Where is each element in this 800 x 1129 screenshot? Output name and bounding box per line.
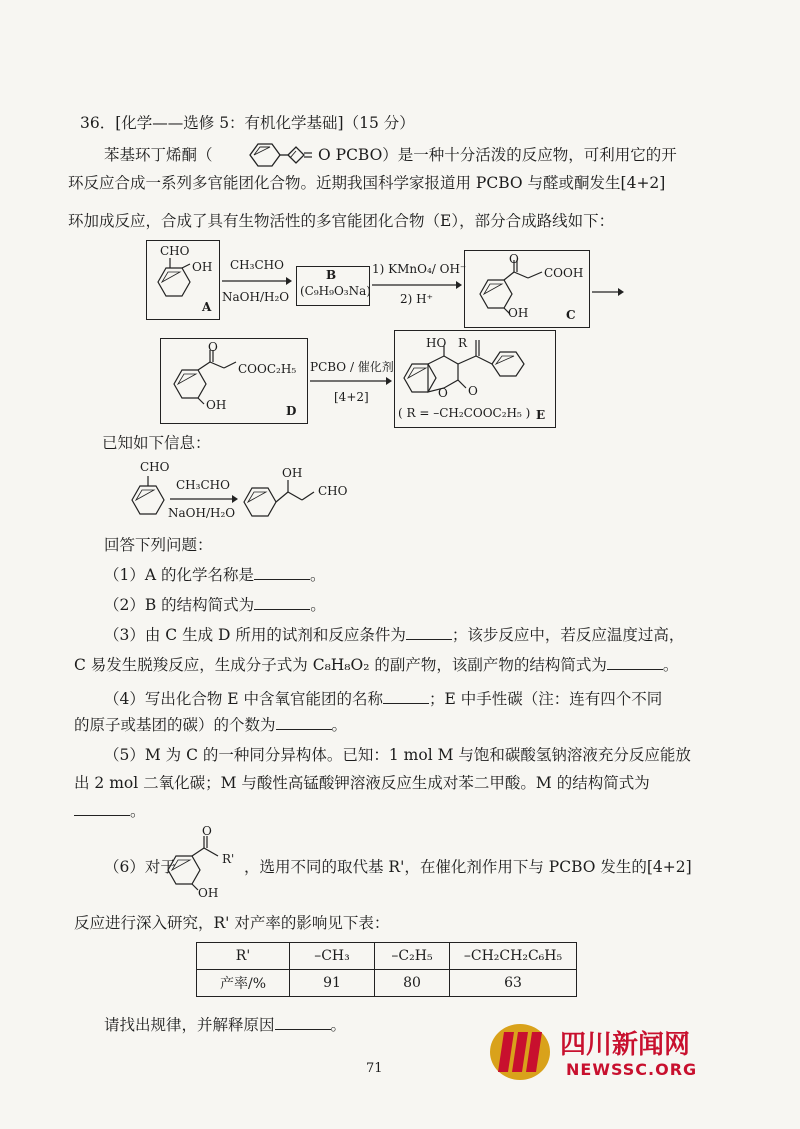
question-1 — [104, 564, 326, 586]
compound-a-cho: CHO — [160, 244, 190, 258]
question-4-text-b: ；E 中手性碳（注：连有四个不同 — [429, 690, 663, 708]
pcbo-structure-icon — [238, 140, 316, 170]
table-cell: 63 — [450, 970, 577, 997]
known-condition: NaOH/H₂O — [168, 506, 236, 520]
q6-o: O — [202, 824, 212, 838]
compound-a-label: A — [202, 300, 212, 314]
question-5-line-1: （5）M 为 C 的一种同分异构体。已知：1 mol M 与饱和碳酸氢钠溶液充分反应能放 — [104, 746, 691, 764]
intro-line-3: 环加成反应，合成了具有生物活性的多官能团化合物（E），部分合成路线如下： — [68, 212, 615, 230]
question-6-line-final — [104, 1014, 346, 1036]
question-3-text-b: ；该步反应中，若反应温度过高， — [451, 626, 685, 644]
compound-a-oh: OH — [192, 260, 213, 274]
arrow3-reagent: PCBO / 催化剂 — [310, 360, 394, 374]
compound-e-ring-o: O — [438, 386, 448, 400]
known-cho: CHO — [140, 460, 170, 474]
answer-blank-3b[interactable] — [607, 655, 663, 670]
question-5-end: 。 — [130, 802, 146, 820]
table-cell: 80 — [375, 970, 450, 997]
known-info-title: 已知如下信息： — [102, 434, 211, 452]
compound-d-ester: COOC₂H₅ — [238, 362, 297, 376]
compound-e-label: E — [536, 408, 546, 422]
question-6-text-c: 反应进行深入研究，R' 对产率的影响见下表： — [74, 914, 390, 932]
question-6-text-a: （6）对于 — [104, 858, 176, 876]
compound-b-formula: (C₉H₉O₃Na) — [300, 284, 371, 298]
table-header-cell: –CH₃ — [290, 943, 375, 970]
question-6-text-b: ，选用不同的取代基 R'，在催化剂作用下与 PCBO 发生的[4+2] — [244, 858, 692, 876]
table-header-cell: –CH₂CH₂C₆H₅ — [450, 943, 577, 970]
question-3-end: 。 — [662, 656, 679, 674]
compound-c-label: C — [566, 308, 576, 322]
known-prod-cho: CHO — [318, 484, 348, 498]
question-title: 36．[化学——选修 5：有机化学基础]（15 分） — [80, 114, 415, 132]
compound-c-oh: OH — [508, 306, 529, 320]
question-2-text: （2）B 的结构简式为 — [104, 596, 255, 614]
intro-line-2: 环反应合成一系列多官能团化合物。近期我国科学家报道用 PCBO 与醛或酮发生[4+2] — [68, 174, 666, 192]
question-4-text-c: 的原子或基团的碳）的个数为 — [74, 716, 276, 734]
question-3-line-2 — [74, 654, 678, 676]
question-2 — [104, 594, 326, 616]
question-3-line-1 — [104, 624, 684, 646]
compound-e-carbonyl-o: O — [468, 384, 478, 398]
table-row — [197, 970, 577, 997]
compound-d-structure-icon — [162, 340, 306, 422]
intro-line-1 — [104, 144, 213, 166]
arrow-d-to-e-icon — [308, 376, 394, 386]
table-header-row — [197, 943, 577, 970]
table-cell: 91 — [290, 970, 375, 997]
compound-e-ho: HO — [426, 336, 447, 350]
intro-line-1-b: O PCBO）是一种十分活泼的反应物，可利用它的开 — [318, 146, 677, 164]
newssc-logo-icon — [484, 1018, 556, 1084]
question-3-text-a: （3）由 C 生成 D 所用的试剂和反应条件为 — [104, 626, 406, 644]
answer-blank-5[interactable] — [74, 801, 130, 816]
arrow1-reagent: CH₃CHO — [230, 258, 284, 272]
questions-intro: 回答下列问题： — [104, 536, 213, 554]
arrow-b-to-c-icon — [370, 280, 464, 290]
answer-blank-6[interactable] — [275, 1015, 331, 1030]
arrow1-condition: NaOH/H₂O — [222, 290, 290, 304]
answer-blank-2[interactable] — [254, 595, 310, 610]
question-4-end: 。 — [331, 716, 348, 734]
question-2-end: 。 — [310, 596, 326, 614]
compound-d-o: O — [208, 340, 218, 354]
answer-blank-3a[interactable] — [406, 625, 452, 640]
known-prod-oh: OH — [282, 466, 303, 480]
known-reagent: CH₃CHO — [176, 478, 230, 492]
answer-blank-4a[interactable] — [383, 689, 429, 704]
compound-e-r: R — [458, 336, 468, 350]
arrow2-step1: 1) KMnO₄/ OH⁻ — [372, 262, 467, 276]
question-5-line-3 — [74, 800, 146, 822]
compound-d-oh: OH — [206, 398, 227, 412]
compound-b-label: B — [326, 268, 337, 282]
question-6-text-d: 请找出规律，并解释原因 — [104, 1016, 275, 1034]
table-header-cell: R' — [197, 943, 290, 970]
question-4-text-a: （4）写出化合物 E 中含氧官能团的名称 — [104, 690, 384, 708]
yield-table — [196, 942, 577, 997]
question-5-line-2: 出 2 mol 二氧化碳；M 与酸性高锰酸钾溶液反应生成对苯二甲酸。M 的结构简式为 — [74, 774, 650, 792]
table-row-label: 产率/% — [197, 970, 290, 997]
question-1-end: 。 — [309, 566, 326, 584]
arrow-a-to-b-icon — [220, 276, 294, 286]
arrow2-step2: 2) H⁺ — [400, 292, 433, 306]
question-6-end: 。 — [330, 1016, 347, 1034]
compound-c-o: O — [509, 252, 519, 266]
arrow-c-out-icon — [590, 287, 626, 297]
known-arrow-icon — [168, 494, 240, 504]
question-1-text: （1）A 的化学名称是 — [104, 566, 254, 584]
question-4-line-1 — [104, 688, 662, 710]
logo-chinese-text: 四川新闻网 — [560, 1030, 691, 1060]
logo-english-text: NEWSSC.ORG — [566, 1060, 698, 1079]
answer-blank-1[interactable] — [254, 565, 310, 580]
intro-line-1-a: 苯基环丁烯酮（ — [104, 146, 213, 164]
answer-blank-4b[interactable] — [276, 715, 332, 730]
compound-e-r-definition: ( R = –CH₂COOC₂H₅ ) — [398, 406, 531, 420]
arrow3-condition: [4+2] — [334, 390, 369, 404]
compound-d-label: D — [286, 404, 297, 418]
q6-r-prime: R' — [222, 852, 235, 866]
table-header-cell: –C₂H₅ — [375, 943, 450, 970]
q6-oh: OH — [198, 886, 219, 900]
compound-c-cooh: COOH — [544, 266, 584, 280]
page-number: 71 — [366, 1061, 383, 1076]
question-4-line-2 — [74, 714, 347, 736]
question-3-text-c: C 易发生脱羧反应，生成分子式为 C₈H₈O₂ 的副产物，该副产物的结构简式为 — [74, 656, 607, 674]
